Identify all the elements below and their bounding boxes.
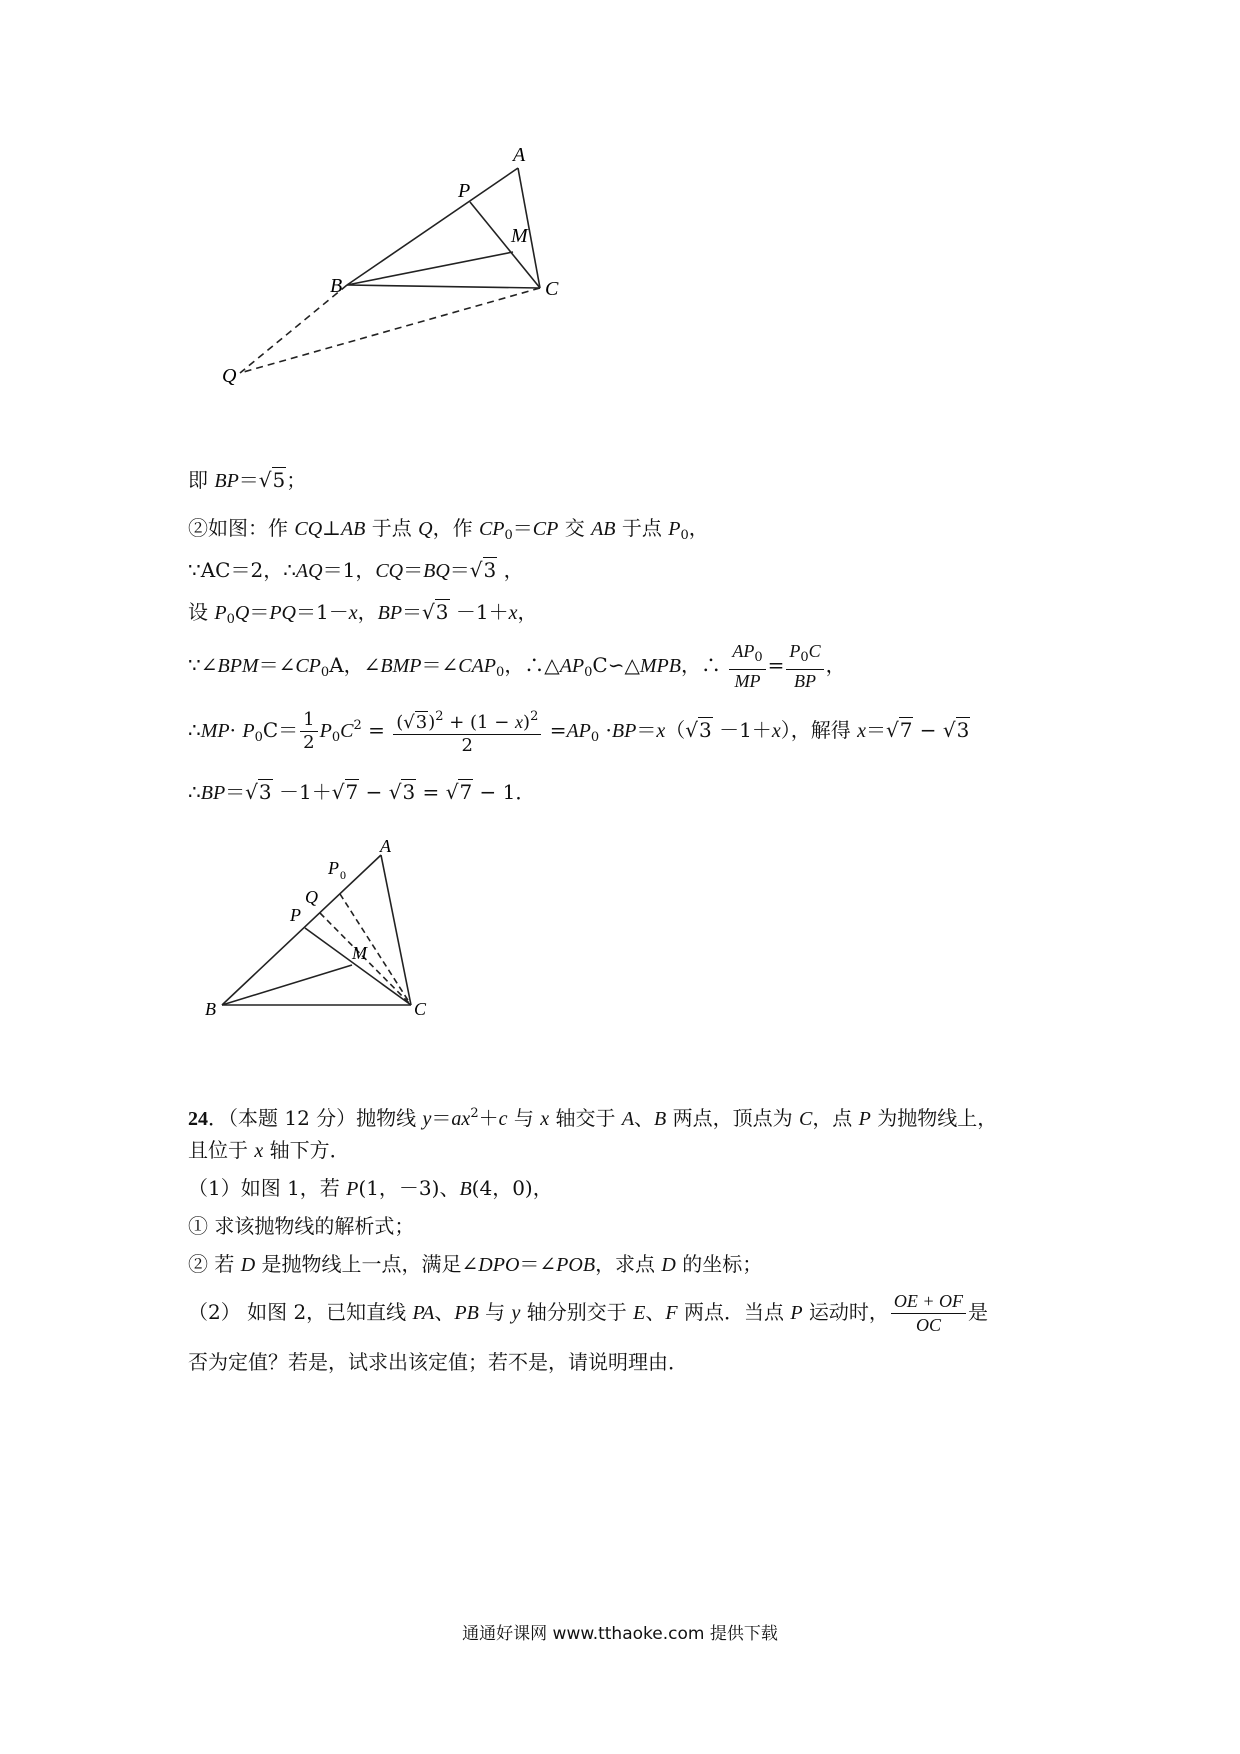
svg-text:0: 0 (340, 868, 346, 882)
label-M: M (352, 943, 367, 963)
label-B: B (205, 999, 216, 1019)
solution-line-6: ∴MP· $P_0C=$ $\frac{1}{2}$ $P_0C^2$ = $\frac{(√3)^2 + (1 - x)^2}{2}$ $=AP_0 \cdot BP=x(√3 -1+x)$，解得 x＝√7 − √3 (188, 706, 970, 757)
fraction-one-half: $\frac{1}{2}$ (300, 709, 317, 754)
label-P0 (327, 858, 346, 882)
solution-line-2: ②如图：作 CQ⊥AB 于点 Q，作 $CP_0=CP$ 交 AB 于点 $P_0$， (188, 516, 709, 543)
segment-BM (222, 965, 352, 1005)
question-number: 24 (188, 1108, 208, 1130)
question-24-line-1: 24．（本题 12 分）抛物线 $y=ax^2+c$ 与 x 轴交于 A、B 两点，顶点为 C，点 P 为抛物线上， (188, 1106, 998, 1130)
fraction-AP0-over-MP: $\frac{AP_0}{MP}$ (729, 640, 765, 693)
segment-BA (222, 855, 381, 1005)
question-24-subpart-2: ② 若 D 是抛物线上一点，满足∠DPO＝∠POB，求点 D 的坐标； (188, 1252, 763, 1276)
label-A: A (513, 144, 526, 166)
solution-line-4: 设 $P_0Q=PQ=1-x$，BP＝√3 －1＋x， (188, 600, 538, 627)
question-24-part-2: （2） 如图 2，已知直线 PA、PB 与 y 轴分别交于 E、F 两点．当点 P 运动时， $\frac{OE + OF}{OC}$ 是 (188, 1291, 989, 1335)
solution-line-5: $\because\angle BPM=\angle CP_0A$，$\angle BMP=\angle CAP_0$，$\therefore\triangle AP_0C∽\triangle MPB$，∴ $\frac{AP_0}{MP}$ = $\frac{P_0C}{BP}$ ， (188, 641, 846, 691)
svg-text:P: P (328, 858, 339, 878)
label-A: A (380, 836, 391, 856)
label-B: B (330, 275, 343, 297)
segment-CQ-dashed (240, 288, 540, 373)
page-footer: 通通好课网 www.tthaoke.com 提供下载 (462, 1624, 778, 1644)
figure-1-triangle-diagram (200, 140, 580, 440)
figure-2-triangle-diagram (195, 835, 445, 1025)
solution-line-7: ∴BP＝√3 －1＋√7 − √3 = √7 − 1． (188, 780, 536, 804)
label-P: P (290, 905, 301, 925)
label-P: P (458, 180, 471, 202)
question-24-part-2-line-2: 否为定值？若是，试求出该定值；若不是，请说明理由． (188, 1350, 688, 1374)
solution-line-3: ∵AC＝2，∴AQ＝1，CQ＝BQ＝√3 ， (188, 558, 524, 582)
segment-PC (470, 202, 540, 288)
segment-BQ-dashed (240, 285, 347, 373)
label-Q: Q (222, 365, 237, 387)
solution-line-1: 即 BP＝√5； (188, 468, 307, 492)
fraction-OE-plus-OF-over-OC: $\frac{OE + OF}{OC}$ (891, 1290, 966, 1337)
question-24-line-2: 且位于 x 轴下方． (188, 1138, 350, 1162)
label-M: M (511, 225, 528, 247)
segment-BC (347, 285, 540, 288)
question-24-subpart-1: ① 求该抛物线的解析式； (188, 1214, 415, 1238)
fraction-P0C-over-BP: $\frac{P_0C}{BP}$ (786, 640, 823, 693)
label-C: C (414, 999, 427, 1019)
label-Q: Q (305, 887, 318, 907)
question-24-part-1: （1）如图 1，若 P(1，－3)、B(4，0)， (188, 1176, 553, 1200)
segment-PC (305, 928, 411, 1005)
label-C: C (545, 278, 559, 300)
fraction-sum-squares: $\frac{(√3)^2 + (1 - x)^2}{2}$ (393, 706, 541, 757)
